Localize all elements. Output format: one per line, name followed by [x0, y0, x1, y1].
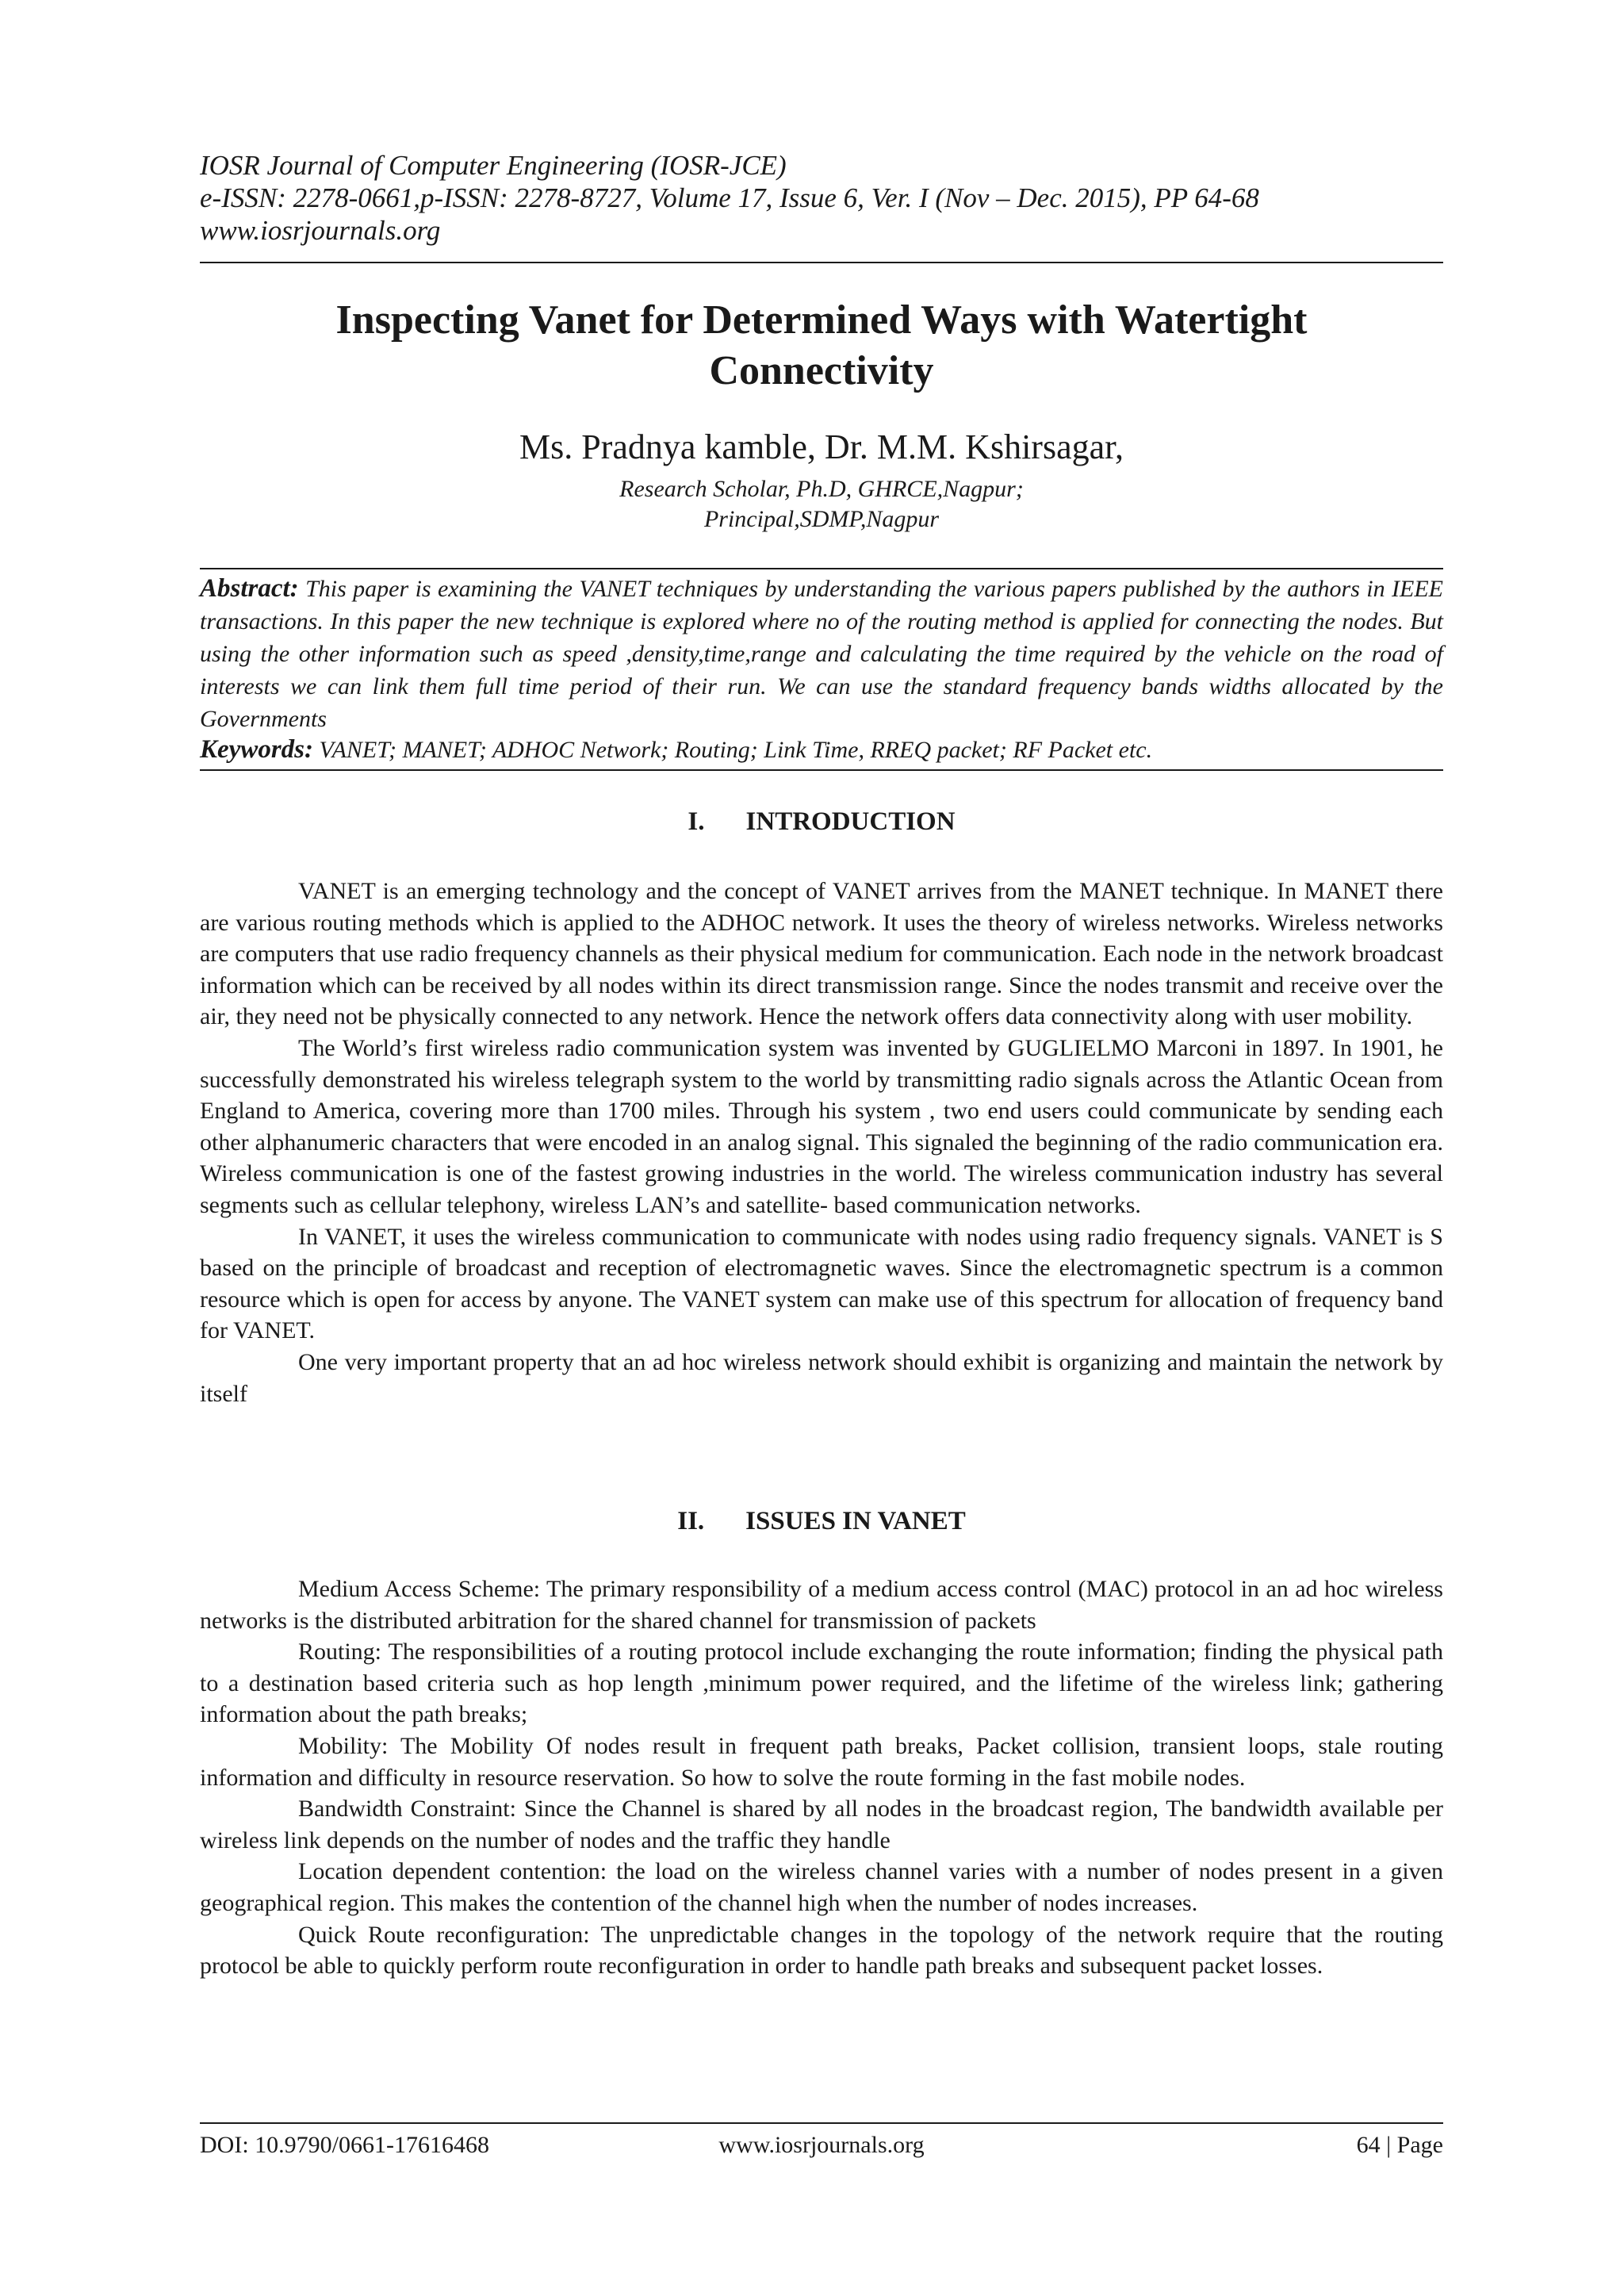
section-title: ISSUES IN VANET: [745, 1507, 966, 1535]
paper-title-line-2: Connectivity: [709, 348, 934, 393]
keywords-label: Keywords:: [200, 735, 313, 764]
section-heading-introduction: [200, 806, 1443, 838]
paragraph: VANET is an emerging technology and the concept of VANET arrives from the MANET technique. In MANET there are various routing methods which is applied to the ADHOC network. It uses the theory of wireless networks. Wireless networks are computers that use radio frequency channels as their physical medium for communication. Each node in the network broadcast information which can be received by all nodes within its direct transmission range. Since the nodes transmit and receive over the air, they need not be physically connected to any network. Hence the network offers data connectivity along with user mobility.: [200, 878, 1443, 1030]
paragraph: In VANET, it uses the wireless communication to communicate with nodes using radio frequency signals. VANET is S based on the principle of broadcast and reception of electromagnetic waves. Since the electromagnetic spectrum is a common resource which is open for access by anyone. The VANET system can make use of this spectrum for allocation of frequency band for VANET.: [200, 1223, 1443, 1344]
paragraph: Mobility: The Mobility Of nodes result in frequent path breaks, Packet collision, transient loops, stale routing information and difficulty in resource reservation. So how to solve the route forming in the fast mobile nodes.: [200, 1732, 1443, 1791]
page-number: 64 | Page: [1356, 2132, 1443, 2158]
abstract-text: This paper is examining the VANET techniques by understanding the various papers published by the authors in IEEE transactions. In this paper the new technique is explored where no of the routing method is applied for connecting the nodes. But using the other information such as speed ,density,time,range and calculating the time required by the vehicle on the road of interests we can link them full time period of their run. We can use the standard frequency bands widths allocated by the Governments: [200, 576, 1443, 732]
paragraph: Routing: The responsibilities of a routing protocol include exchanging the route information; finding the physical path to a destination based criteria such as hop length ,minimum power required, and the lifetime of the wireless link; gathering information about the path breaks;: [200, 1639, 1443, 1728]
journal-header: [200, 149, 1443, 247]
footer-doi: DOI: 10.9790/0661-17616468: [200, 2132, 489, 2158]
affiliation-2: Principal,SDMP,Nagpur: [703, 506, 940, 532]
paragraph: The World’s first wireless radio communication system was invented by GUGLIELMO Marconi in 1897. In 1901, he successfully demonstrated his wireless telegraph system to the world by transmitting radio signals across the Atlantic Ocean from England to America, covering more than 1700 miles. Through his system , two end users could communicate by sending each other alphanumeric characters that were encoded in an analog signal. This signaled the beginning of the radio communication era. Wireless communication is one of the fastest growing industries in the world. The wireless communication industry has several segments such as cellular telephony, wireless LAN’s and satellite- based communication networks.: [200, 1034, 1443, 1218]
footer-website: www.iosrjournals.org: [718, 2132, 925, 2158]
journal-issn: e-ISSN: 2278-0661,p-ISSN: 2278-8727, Volume 17, Issue 6, Ver. I (Nov – Dec. 2015), PP 64-68: [200, 182, 1259, 213]
abstract: [200, 573, 1443, 735]
issues-body: [200, 1573, 1443, 1982]
section-title: INTRODUCTION: [745, 807, 956, 836]
section-number: I.: [688, 807, 705, 836]
affiliation-1: Research Scholar, Ph.D, GHRCE,Nagpur;: [619, 476, 1024, 502]
keywords-text: VANET; MANET; ADHOC Network; Routing; Link Time, RREQ packet; RF Packet etc.: [319, 737, 1153, 763]
introduction-body: [200, 876, 1443, 1409]
author-list: Ms. Pradnya kamble, Dr. M.M. Kshirsagar,: [519, 427, 1124, 466]
abstract-bottom-divider: [200, 769, 1443, 771]
keywords: [200, 734, 1443, 766]
paragraph: One very important property that an ad hoc wireless network should exhibit is organizing and maintain the network by itself: [200, 1348, 1443, 1407]
paragraph: Quick Route reconfiguration: The unpredictable changes in the topology of the network require that the routing protocol be able to quickly perform route reconfiguration in order to handle path breaks and subsequent packet losses.: [200, 1921, 1443, 1980]
section-heading-issues: [200, 1505, 1443, 1537]
journal-name: IOSR Journal of Computer Engineering (IOSR-JCE): [200, 150, 787, 181]
paper-page: [200, 0, 1443, 2296]
paper-title: [200, 295, 1443, 397]
header-divider: [200, 262, 1443, 263]
paragraph: Medium Access Scheme: The primary responsibility of a medium access control (MAC) protocol in an ad hoc wireless networks is the distributed arbitration for the shared channel for transmission of packets: [200, 1576, 1443, 1634]
abstract-top-divider: [200, 568, 1443, 569]
paper-title-line-1: Inspecting Vanet for Determined Ways with Watertight: [335, 297, 1308, 343]
journal-website: www.iosrjournals.org: [200, 215, 441, 246]
paragraph: Bandwidth Constraint: Since the Channel is shared by all nodes in the broadcast region, The bandwidth available per wireless link depends on the number of nodes and the traffic they handle: [200, 1796, 1443, 1853]
paragraph: Location dependent contention: the load on the wireless channel varies with a number of nodes present in a given geographical region. This makes the contention of the channel high when the number of nodes increases.: [200, 1858, 1443, 1916]
abstract-label: Abstract:: [200, 574, 299, 603]
footer-divider: [200, 2122, 1443, 2124]
section-number: II.: [677, 1507, 705, 1535]
